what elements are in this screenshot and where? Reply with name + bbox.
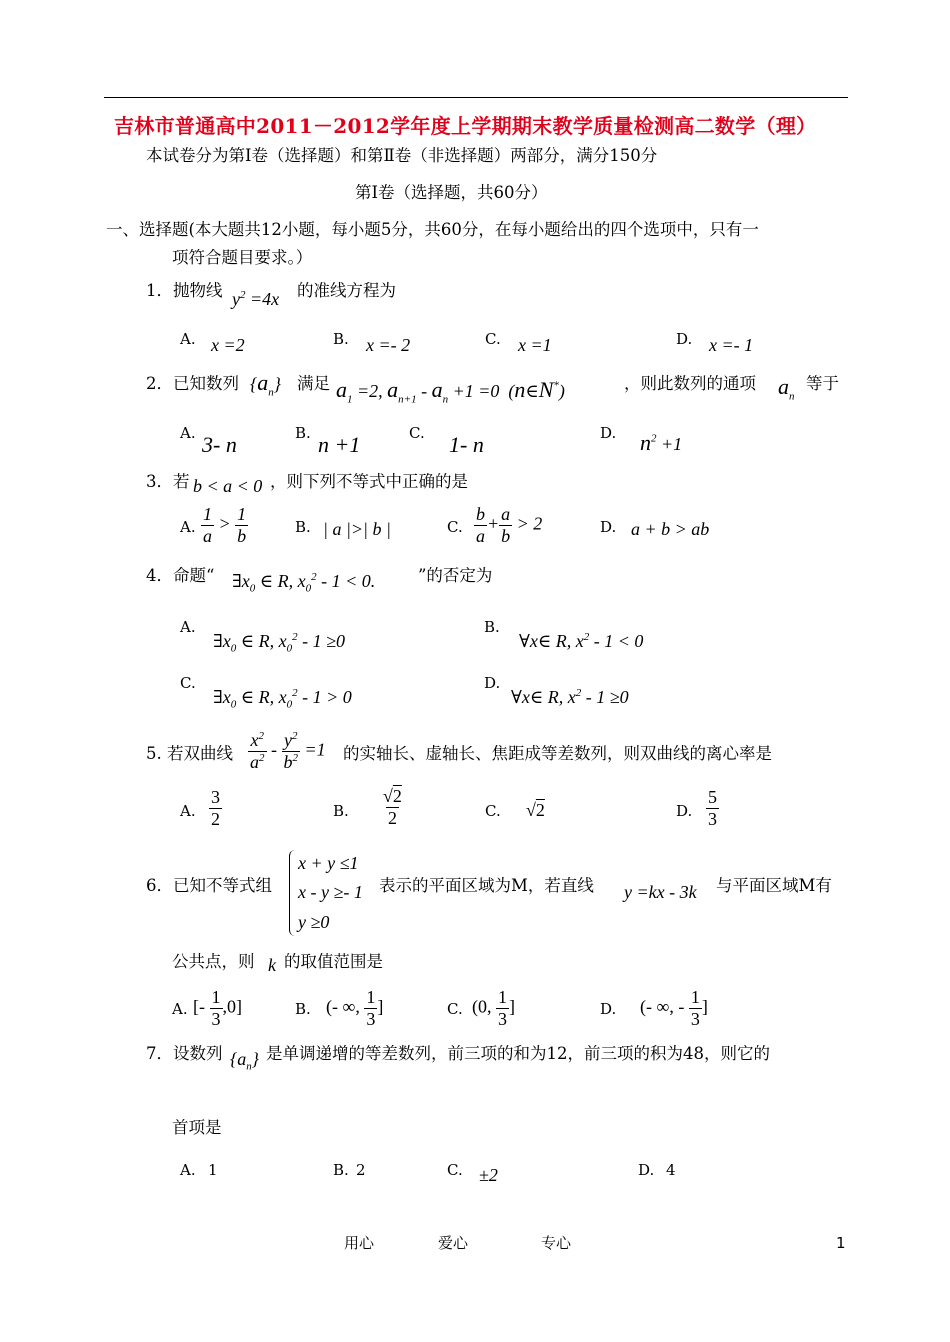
q6-system-brace [289,850,296,936]
section-heading-cont: 项符合题目要求。） [172,248,313,267]
q1-expr: $y^2 =4x$ [232,289,280,309]
q5-prefix: 5. 若双曲线 [146,744,233,763]
q6-system-line-1: x + y ≤1 [298,853,359,873]
q6-cont-suffix: 的取值范围是 [284,952,383,971]
q3-prefix: 3．若 [146,472,190,491]
q6-option-d-label: D. [600,1000,617,1018]
q1-option-b: x =- 2 [366,335,411,355]
q6-option-b-label: B. [295,1000,311,1018]
q7-option-a-label: A. [180,1161,196,1179]
q6-system-line-3: y ≥0 [298,912,330,932]
q7-option-c: ±2 [479,1165,498,1185]
q2-condition: $a_1 =2$, $a_{n+1} - a_n +1 =0$ (n∈N*) [336,377,565,406]
q2-option-c: 1- n [449,432,484,457]
q5-option-b: $\frac{√2}{2}$ [383,786,402,828]
q1-option-b-label: B. [333,330,349,348]
q2-option-d: $n^2 +1$ [640,430,683,455]
q6-option-b: (- ∞, $\frac{1}{3}$ ] [326,987,384,1029]
footer-motto-2: 爱心 [438,1234,469,1252]
page-subtitle: 本试卷分为第Ⅰ卷（选择题）和第Ⅱ卷（非选择题）两部分，满分150分 [146,146,658,165]
q7-option-b: 2 [356,1161,366,1179]
q1-option-d-label: D. [676,330,693,348]
q2-option-a: 3- n [202,432,237,457]
q6-suffix: 与平面区域M有 [716,876,832,895]
q3-option-d: a + b > ab [631,519,710,539]
q3-option-a: $\frac{1}{a}$ > $\frac{1}{b}$ [203,504,247,546]
q7-cont: 首项是 [172,1118,222,1137]
q2-option-b: n +1 [318,432,361,457]
q3-suffix: ，则下列不等式中正确的是 [270,472,468,491]
q1-option-a: x =2 [211,335,245,355]
q1-option-c-label: C. [485,330,501,348]
q7-prefix: 7．设数列 [146,1044,223,1063]
q1-option-c: x =1 [518,335,552,355]
q6-system-line-2: x - y ≥- 1 [298,882,363,902]
q7-option-d: 4 [666,1161,676,1179]
q5-expr: $\frac{x^2}{a^2}$ - $\frac{y^2}{b^2}$ =1 [250,730,326,772]
q7-option-b-label: B. [333,1161,349,1179]
page-title: 吉林市普通高中2011－2012学年度上学期期末教学质量检测高二数学（理） [114,114,817,138]
q5-option-d: $\frac{5}{3}$ [708,787,717,829]
q4-option-c: $\exists x_0$ ∈ R, $x_0^2 - 1 > 0$ [213,687,352,711]
q4-prefix: 4．命题“ [146,566,215,585]
q7-option-d-label: D. [638,1161,655,1179]
footer-motto-1: 用心 [344,1234,375,1252]
q7-seq: $\{a_n\}$ [230,1049,259,1073]
q5-option-a-label: A. [180,802,196,820]
q6-option-c: (0, $\frac{1}{3}$ ] [472,987,515,1029]
q6-option-c-label: C. [447,1000,463,1018]
q2-an: $a_n$ [778,374,795,403]
q7-suffix: 是单调递增的等差数列，前三项的和为12，前三项的积为48，则它的 [266,1044,770,1063]
q4-option-a-label: A. [180,618,196,636]
q2-seq: $\{a_n\}$ [250,370,281,399]
q2-option-c-label: C. [409,424,425,442]
q2-suffix: ，则此数列的通项 [624,374,756,393]
q1-prefix: 1．抛物线 [146,281,223,300]
q5-option-d-label: D. [676,802,693,820]
q6-prefix: 6．已知不等式组 [146,876,272,895]
q4-option-d-label: D. [484,674,501,692]
q2-end: 等于 [806,374,839,393]
q6-mid: 表示的平面区域为M，若直线 [379,876,594,895]
q4-suffix: ”的否定为 [418,566,493,585]
section-heading: 一、选择题(本大题共12小题，每小题5分，共60分，在每小题给出的四个选项中，只有一 [106,220,759,239]
q3-option-b-label: B. [295,518,311,536]
q3-option-a-label: A. [180,518,196,536]
q6-k: k [268,955,276,975]
q1-option-a-label: A. [180,330,196,348]
q3-option-b: | a |>| b | [323,519,391,539]
q7-option-a: 1 [208,1161,218,1179]
q7-option-c-label: C. [447,1161,463,1179]
q4-option-a: $\exists x_0$ ∈ R, $x_0^2 - 1 \ge 0$ [213,631,345,655]
header-rule [104,97,848,98]
q5-option-c: √2 [526,800,545,820]
q2-option-d-label: D. [600,424,617,442]
q3-option-c-label: C. [447,518,463,536]
q6-line: y =kx - 3k [624,882,697,902]
q2-prefix: 2．已知数列 [146,374,239,393]
q5-option-c-label: C. [485,802,501,820]
q4-option-d: ∀x∈ R, $x^2 - 1 \ge 0$ [511,687,629,707]
q3-option-c: $\frac{b}{a}$ + $\frac{a}{b}$ > 2 [476,504,543,546]
part-heading: 第Ⅰ卷（选择题，共60分） [355,183,548,202]
q2-option-b-label: B. [295,424,311,442]
q2-option-a-label: A. [180,424,196,442]
q4-option-b-label: B. [484,618,500,636]
footer-motto-3: 专心 [541,1234,572,1252]
q3-expr: b < a < 0 [193,476,263,496]
q6-option-a: [- $\frac{1}{3}$ ,0] [193,987,242,1029]
q1-option-d: x =- 1 [709,335,754,355]
q3-option-d-label: D. [600,518,617,536]
page-number: 1 [836,1234,846,1252]
q6-cont-prefix: 公共点，则 [172,952,255,971]
q2-mid: 满足 [297,374,330,393]
q1-suffix: 的准线方程为 [297,281,396,300]
q4-option-b: ∀x∈ R, $x^2 - 1 < 0$ [519,631,644,651]
q5-suffix: 的实轴长、虚轴长、焦距成等差数列，则双曲线的离心率是 [343,744,772,763]
q4-option-c-label: C. [180,674,196,692]
q4-expr: $\exists x_0$ ∈ R, $x_0^2 - 1 < 0$. [232,571,376,595]
q6-option-d: (- ∞, - $\frac{1}{3}$ ] [640,987,708,1029]
q6-option-a-label: A. [172,1000,188,1018]
q5-option-a: $\frac{3}{2}$ [211,787,220,829]
q5-option-b-label: B. [333,802,349,820]
